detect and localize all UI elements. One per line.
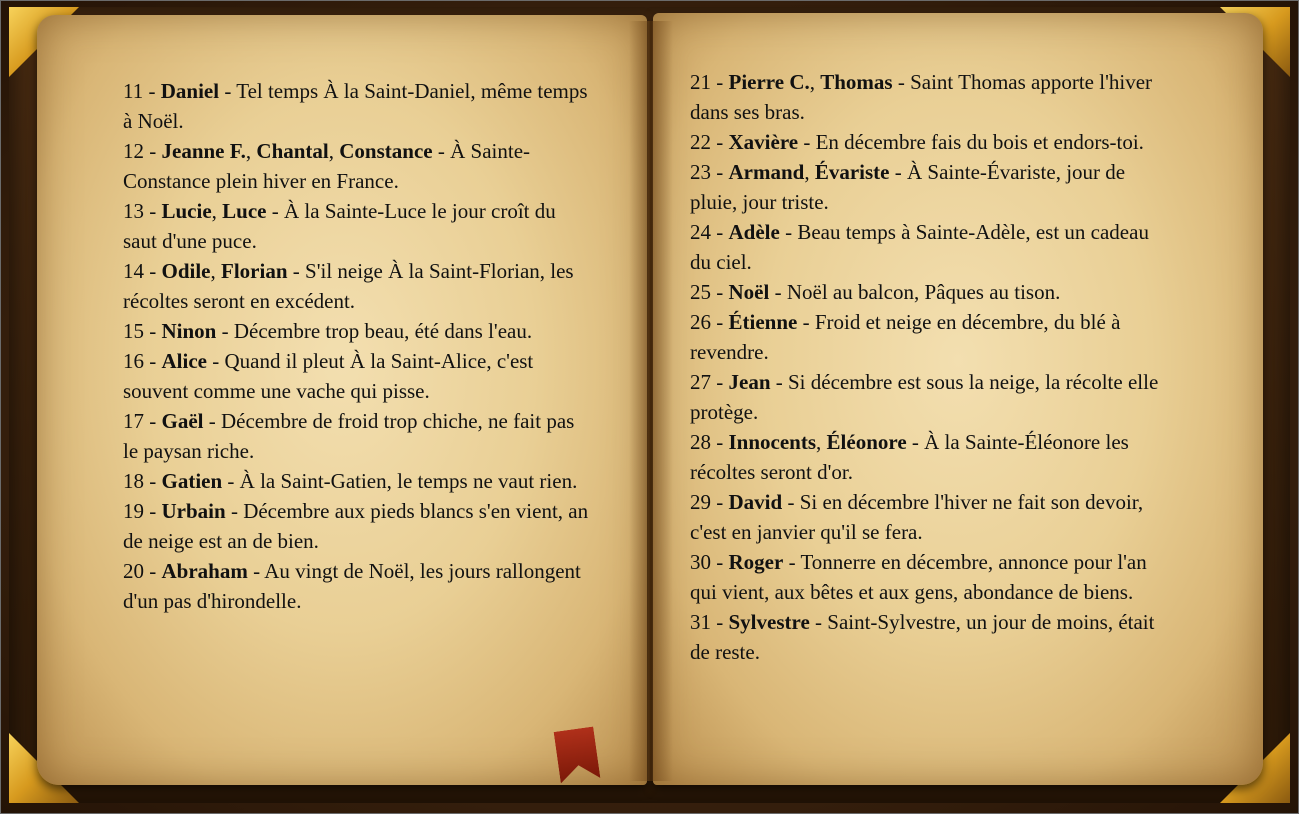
entry-proverb: À la Sainte-Éléonore les récoltes seront d'or. [690, 430, 1129, 484]
calendar-entry: 12 - Jeanne F., Chantal, Constance - À Sainte-Constance plein hiver en France. [123, 139, 531, 193]
saint-name: Pierre C. [728, 70, 810, 94]
saint-name: Lucie [161, 199, 212, 223]
entry-proverb: Noël au balcon, Pâques au tison. [786, 280, 1061, 304]
entry-day: 21 [690, 70, 711, 94]
calendar-entry: 16 - Alice - Quand il pleut À la Saint-Alice, c'est souvent comme une vache qui pisse. [123, 349, 534, 403]
saint-name: Xavière [728, 130, 799, 154]
saint-name: Chantal [256, 139, 329, 163]
entry-day: 20 [123, 559, 144, 583]
saint-name: Luce [222, 199, 267, 223]
entry-day: 28 [690, 430, 711, 454]
calendar-entry: 28 - Innocents, Éléonore - À la Sainte-Éléonore les récoltes seront d'or. [690, 430, 1129, 484]
saint-name: Éléonore [826, 430, 907, 454]
saint-name: Ninon [161, 319, 217, 343]
calendar-entry: 18 - Gatien - À la Saint-Gatien, le temps ne vaut rien. [123, 469, 578, 493]
saint-name: Gaël [161, 409, 204, 433]
entry-day: 26 [690, 310, 711, 334]
entry-proverb: Décembre trop beau, été dans l'eau. [233, 319, 533, 343]
saint-name: Florian [221, 259, 288, 283]
entry-day: 19 [123, 499, 144, 523]
calendar-entry: 25 - Noël - Noël au balcon, Pâques au tison. [690, 280, 1061, 304]
calendar-entry: 31 - Sylvestre - Saint-Sylvestre, un jour de moins, était de reste. [690, 610, 1155, 664]
saint-name: Jean [728, 370, 771, 394]
saint-name: Innocents [728, 430, 817, 454]
entry-day: 24 [690, 220, 711, 244]
saint-name: Sylvestre [728, 610, 810, 634]
entry-day: 18 [123, 469, 144, 493]
calendar-entry: 22 - Xavière - En décembre fais du bois et endors-toi. [690, 130, 1144, 154]
entry-day: 17 [123, 409, 144, 433]
saint-name: Abraham [161, 559, 248, 583]
entry-day: 30 [690, 550, 711, 574]
calendar-entry: 26 - Étienne - Froid et neige en décembre, du blé à revendre. [690, 310, 1121, 364]
entry-proverb: Saint-Sylvestre, un jour de moins, était de reste. [690, 610, 1155, 664]
entry-proverb: Tel temps À la Saint-Daniel, même temps à Noël. [123, 79, 588, 133]
entry-proverb: À Sainte-Évariste, jour de pluie, jour triste. [690, 160, 1126, 214]
saint-name: Évariste [814, 160, 890, 184]
entry-proverb: À la Saint-Gatien, le temps ne vaut rien. [239, 469, 578, 493]
saint-name: Noël [728, 280, 770, 304]
saint-name: Adèle [728, 220, 780, 244]
calendar-entry: 14 - Odile, Florian - S'il neige À la Saint-Florian, les récoltes seront en excédent. [123, 259, 574, 313]
saint-name: David [728, 490, 783, 514]
entry-proverb: Saint Thomas apporte l'hiver dans ses bras. [690, 70, 1153, 124]
saint-name: Thomas [820, 70, 893, 94]
entry-proverb: Froid et neige en décembre, du blé à revendre. [690, 310, 1121, 364]
entry-day: 14 [123, 259, 144, 283]
calendar-entry: 29 - David - Si en décembre l'hiver ne fait son devoir, c'est en janvier qu'il se fera. [690, 490, 1144, 544]
entry-day: 25 [690, 280, 711, 304]
saint-name: Daniel [160, 79, 220, 103]
saint-name: Odile [161, 259, 211, 283]
left-page-text [123, 76, 593, 616]
calendar-entry: 17 - Gaël - Décembre de froid trop chiche, ne fait pas le paysan riche. [123, 409, 575, 463]
saint-name: Alice [161, 349, 207, 373]
saint-name: Constance [339, 139, 433, 163]
entry-proverb: Quand il pleut À la Saint-Alice, c'est souvent comme une vache qui pisse. [123, 349, 534, 403]
entry-day: 27 [690, 370, 711, 394]
calendar-entry: 30 - Roger - Tonnerre en décembre, annonce pour l'an qui vient, aux bêtes et aux gens, abondance de biens. [690, 550, 1147, 604]
book-gutter [629, 21, 673, 781]
saint-name: Étienne [728, 310, 798, 334]
entry-proverb: À la Sainte-Luce le jour croît du saut d'une puce. [123, 199, 556, 253]
entry-proverb: Au vingt de Noël, les jours rallongent d'un pas d'hirondelle. [123, 559, 581, 613]
entry-proverb: Décembre aux pieds blancs s'en vient, an de neige est an de bien. [123, 499, 589, 553]
entry-day: 11 [123, 79, 144, 103]
entry-day: 23 [690, 160, 711, 184]
entry-day: 16 [123, 349, 144, 373]
calendar-entry: 13 - Lucie, Luce - À la Sainte-Luce le jour croît du saut d'une puce. [123, 199, 556, 253]
saint-name: Roger [728, 550, 784, 574]
right-page-text [690, 67, 1175, 667]
calendar-entry: 15 - Ninon - Décembre trop beau, été dans l'eau. [123, 319, 533, 343]
entry-proverb: Tonnerre en décembre, annonce pour l'an qui vient, aux bêtes et aux gens, abondance de biens. [690, 550, 1147, 604]
entry-proverb: Si en décembre l'hiver ne fait son devoir, c'est en janvier qu'il se fera. [690, 490, 1144, 544]
entry-proverb: À Sainte-Constance plein hiver en France. [123, 139, 531, 193]
saint-name: Gatien [161, 469, 223, 493]
calendar-entry: 24 - Adèle - Beau temps à Sainte-Adèle, est un cadeau du ciel. [690, 220, 1149, 274]
entry-day: 12 [123, 139, 144, 163]
entry-proverb: Beau temps à Sainte-Adèle, est un cadeau du ciel. [690, 220, 1149, 274]
calendar-entry: 27 - Jean - Si décembre est sous la neige, la récolte elle protège. [690, 370, 1159, 424]
entry-day: 15 [123, 319, 144, 343]
entry-proverb: Si décembre est sous la neige, la récolte elle protège. [690, 370, 1159, 424]
saint-name: Armand [728, 160, 805, 184]
calendar-entry: 19 - Urbain - Décembre aux pieds blancs s'en vient, an de neige est an de bien. [123, 499, 589, 553]
entry-proverb: S'il neige À la Saint-Florian, les récoltes seront en excédent. [123, 259, 574, 313]
saint-name: Jeanne F. [161, 139, 246, 163]
calendar-entry: 11 - Daniel - Tel temps À la Saint-Daniel, même temps à Noël. [123, 79, 588, 133]
entry-proverb: En décembre fais du bois et endors-toi. [815, 130, 1144, 154]
entry-day: 31 [690, 610, 711, 634]
entry-proverb: Décembre de froid trop chiche, ne fait pas le paysan riche. [123, 409, 575, 463]
entry-day: 22 [690, 130, 711, 154]
calendar-entry: 21 - Pierre C., Thomas - Saint Thomas apporte l'hiver dans ses bras. [690, 70, 1153, 124]
saint-name: Urbain [161, 499, 226, 523]
calendar-entry: 23 - Armand, Évariste - À Sainte-Évariste, jour de pluie, jour triste. [690, 160, 1126, 214]
calendar-entry: 20 - Abraham - Au vingt de Noël, les jours rallongent d'un pas d'hirondelle. [123, 559, 581, 613]
entry-day: 13 [123, 199, 144, 223]
entry-day: 29 [690, 490, 711, 514]
